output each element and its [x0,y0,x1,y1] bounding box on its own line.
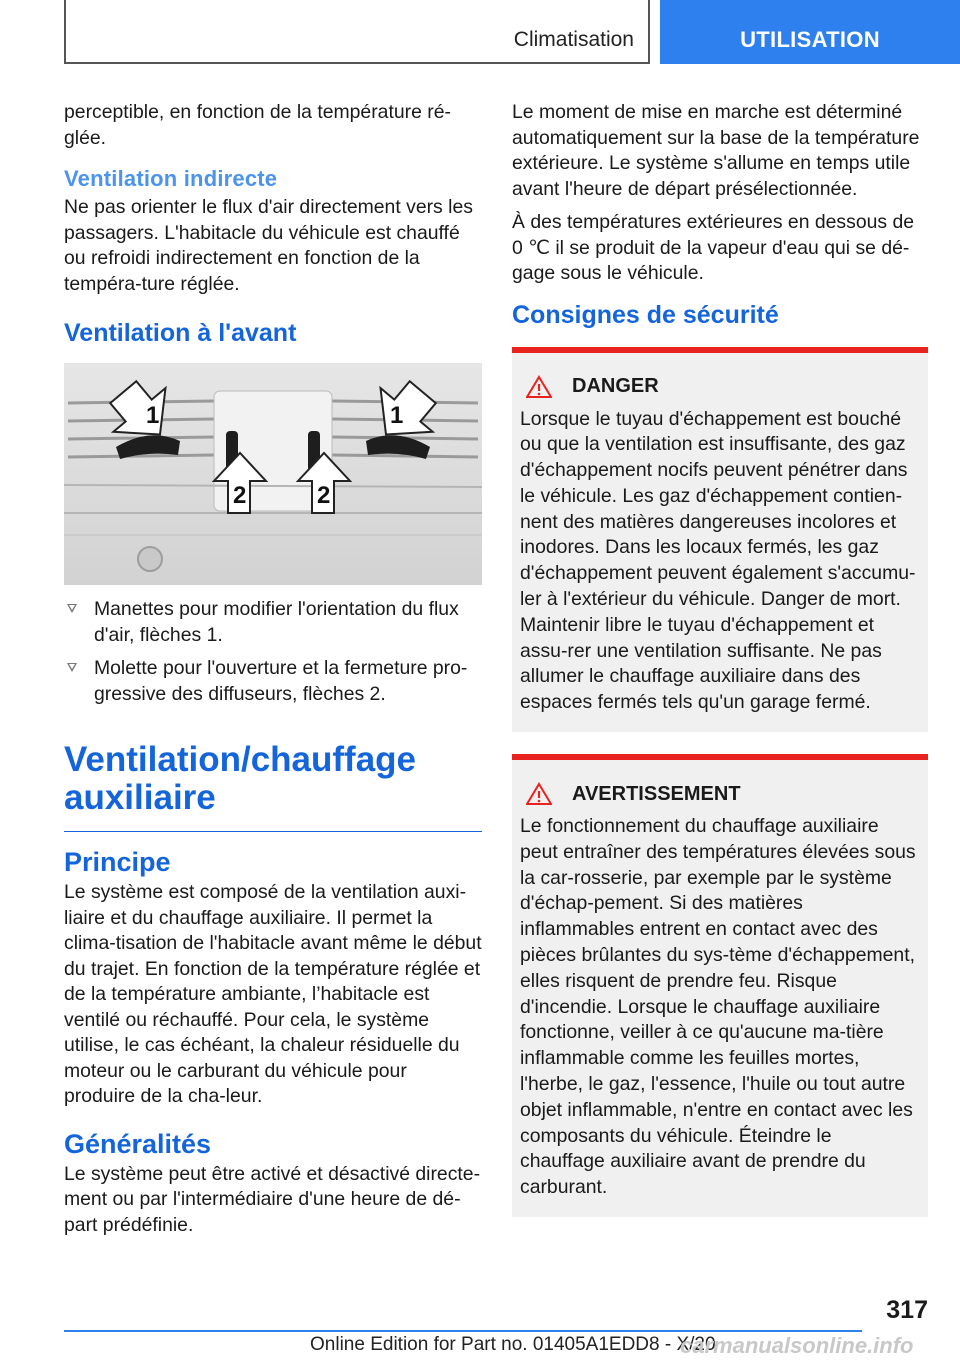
danger-text: Lorsque le tuyau d'échappement est bouché ou que la ventilation est insuffisante, des gaz d'échappement nocifs peuvent pénétrer dans le véhicule. Les gaz d'échappement contien-nent des matières dangereuses incolores et inodores. Dans les locaux fermés, les gaz d'échappement peuvent également s'accumu-ler à l'extérieur du véhicule. Danger de mort. Maintenir libre le tuyau d'échappement et assu-rer une ventilation suffisante. Ne pas allumer le chauffage auxiliaire dans des espaces fermés tels qu'un garage fermé. [520,407,916,714]
warning-box [512,754,928,1217]
header-chapter-label: UTILISATION [740,27,880,52]
vapour-paragraph: À des températures extérieures en dessous de 0 ℃ il se produit de la vapeur d'eau qui se dé-gage sous le véhicule. [512,211,915,284]
indirect-ventilation-text: Ne pas orienter le flux d'air directement vers les passagers. L'habitacle du véhicule est chauffé ou refroidi indirectement en fonction de la tempéra-ture réglée. [64,196,473,295]
watermark-text: carmanualsonline.info [680,1333,914,1358]
figure-legend-list [64,597,482,707]
triangle-bullet-icon [67,604,77,613]
label-1-right: 1 [390,402,404,429]
warning-title-row [520,782,920,806]
general-text: Le système peut être activé et désactivé directe-ment ou par l'intermédiaire d'une heure de dé-part prédéfinie. [64,1162,481,1236]
warning-triangle-icon [526,375,552,399]
header-section-title: Climatisation [513,28,634,51]
startup-paragraph: Le moment de mise en marche est déterminé automatiquement sur la base de la température extérieure. Le système s'allume en temps utile avant l'heure de départ présélectionnée. [512,101,920,200]
right-column [512,100,928,1231]
heading-general: Généralités [64,1128,212,1159]
label-2-left: 2 [233,482,247,509]
label-1-left: 1 [146,402,160,429]
footer-edition: Online Edition for Part no. 01405A1EDD8 - X/20 [310,1334,716,1355]
list-item: Manettes pour modifier l'orientation du flux d'air, flèches 1. [64,597,482,648]
rotary-knob [138,547,162,571]
vent-figure [64,363,482,585]
danger-title: DANGER [572,375,659,397]
principle-text: Le système est composé de la ventilation auxi-liaire et du chauffage auxiliaire. Il permet la clima-tisation de l'habitacle avant même le début du trajet. En fonction de la température réglée et de la température ambiante, l’habitacle est ventilé ou réchauffé. Pour cela, le système utilise, le cas échéant, la chaleur résiduelle du moteur ou le carburant du véhicule pour produire de la cha-leur. [64,881,482,1107]
vent-illustration [64,363,482,585]
warning-triangle-icon [526,782,552,806]
heading-safety: Consignes de sécurité [512,300,779,329]
heading-indirect-ventilation: Ventilation indirecte [64,166,278,191]
heading-auxiliary-ventilation: Ventilation/chauffage auxiliaire [64,741,482,832]
heading-principle: Principe [64,847,171,877]
intro-paragraph: perceptible, en fonction de la température ré-glée. [64,101,451,149]
danger-box [512,347,928,733]
page-number: 317 [886,1296,928,1324]
label-2-right: 2 [317,482,331,509]
left-column [64,100,482,1246]
header-section-box [64,0,650,64]
footer-divider [64,1330,862,1332]
heading-front-ventilation: Ventilation à l'avant [64,319,297,347]
danger-title-row [520,375,920,399]
warning-text: Le fonctionnement du chauffage auxiliaire peut entraîner des températures élevées sous la car-rosserie, par exemple par le système d'échap-pement. Si des matières inflammables entrent en contact avec des pièces brûlantes du sys-tème d'échappement, elles risquent de prendre feu. Risque d'incendie. Lorsque le chauffage auxiliaire fonctionne, veiller à ce qu'aucune ma-tière inflammable comme les feuilles mortes, l'herbe, le gaz, l'essence, l'huile ou tout autre objet inflammable, n'entre en contact avec les composants du véhicule. Éteindre le chauffage auxiliaire avant de prendre du carburant. [520,815,916,1199]
warning-title: AVERTISSEMENT [572,782,741,805]
list-item: Molette pour l'ouverture et la fermeture pro-gressive des diffuseurs, flèches 2. [64,656,482,707]
header-chapter-tab [660,0,960,64]
triangle-bullet-icon [67,663,77,672]
